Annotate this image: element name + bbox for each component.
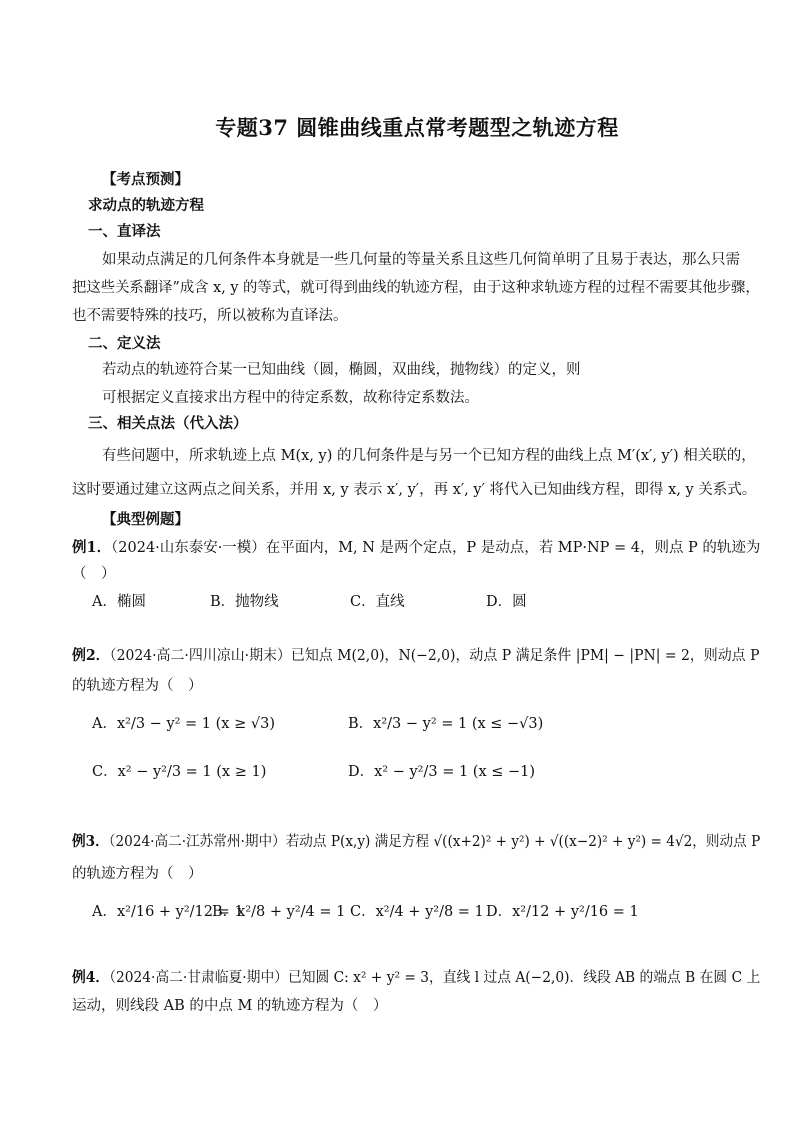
example3-stem: （2024·高二·江苏常州·期中）若动点 P(x,y) 满足方程 √((x+2)² + y²) + √((x−2)² + y²) = 4√2，则动点 P xyxy=(108,834,761,850)
method1-heading: 一、直译法 xyxy=(88,223,161,240)
example3-option-d: D．x²/12 + y²/16 = 1 xyxy=(486,904,639,920)
example3-line2: 的轨迹方程为（ ） xyxy=(72,866,203,882)
example1-line1 xyxy=(72,538,760,558)
example4-stem: （2024·高二·甘肃临夏·期中）已知圆 C: x² + y² = 3，直线 l 过点 A(−2,0)．线段 AB 的端点 B 在圆 C 上 xyxy=(109,970,761,986)
method2-heading: 二、定义法 xyxy=(88,335,161,352)
example2-option-c: C．x² − y²/3 = 1 (x ≥ 1) xyxy=(92,764,267,780)
example2-line1 xyxy=(72,646,759,666)
topic-heading: 求动点的轨迹方程 xyxy=(88,197,204,214)
section-heading-predict: 【考点预测】 xyxy=(102,171,189,188)
example2-label: 例2． xyxy=(72,647,110,664)
example1-label: 例1． xyxy=(72,539,112,556)
example1-option-d: D．圆 xyxy=(486,594,527,610)
example4-label: 例4． xyxy=(72,969,110,986)
example3-label: 例3． xyxy=(72,833,109,850)
example1-option-b: B．抛物线 xyxy=(210,594,279,610)
example3-line1 xyxy=(72,832,760,852)
method1-text-line3: 也不需要特殊的技巧，所以被称为直译法。 xyxy=(72,308,348,324)
example1-line2: （ ） xyxy=(72,566,116,582)
example2-line2: 的轨迹方程为（ ） xyxy=(72,678,203,694)
method3-text-line2: 这时要通过建立这两点之间关系，并用 x, y 表示 x′, y′，再 x′, y′ 将代入已知曲线方程，即得 x, y 关系式。 xyxy=(72,482,757,498)
example3-option-a: A．x²/16 + y²/12 = 1 xyxy=(92,904,244,920)
method2-text-line2: 可根据定义直接求出方程中的待定系数，故称待定系数法。 xyxy=(102,390,479,406)
example3-option-b: B．x²/8 + y²/4 = 1 xyxy=(212,904,346,920)
example2-option-a: A．x²/3 − y² = 1 (x ≥ √3) xyxy=(92,716,275,732)
example4-line2: 运动，则线段 AB 的中点 M 的轨迹方程为（ ） xyxy=(72,998,388,1014)
example2-option-b: B．x²/3 − y² = 1 (x ≤ −√3) xyxy=(348,716,544,732)
example2-stem: （2024·高二·四川凉山·期末）已知点 M(2,0)，N(−2,0)，动点 P 满足条件 |PM| − |PN| = 2，则动点 P xyxy=(109,648,760,664)
method1-text-line1: 如果动点满足的几何条件本身就是一些几何量的等量关系且这些几何简单明了且易于表达，那么只需 xyxy=(102,252,740,268)
example3-option-c: C．x²/4 + y²/8 = 1 xyxy=(350,904,484,920)
page-title: 专题37 圆锥曲线重点常考题型之轨迹方程 xyxy=(215,115,619,140)
section-heading-examples: 【典型例题】 xyxy=(102,511,189,528)
method3-heading: 三、相关点法（代入法） xyxy=(88,415,248,432)
example2-option-d: D．x² − y²/3 = 1 (x ≤ −1) xyxy=(348,764,536,780)
example4-line1 xyxy=(72,968,760,988)
method3-text-line1: 有些问题中，所求轨迹上点 M(x, y) 的几何条件是与另一个已知方程的曲线上点 M′(x′, y′) 相关联的， xyxy=(102,448,756,464)
method1-text-line2: 把这些关系翻译”成含 x, y 的等式，就可得到曲线的轨迹方程，由于这种求轨迹方程的过程不需要其他步骤， xyxy=(72,280,760,296)
example1-option-a: A．椭圆 xyxy=(92,594,146,610)
example1-stem: （2024·山东泰安·一模）在平面内，M, N 是两个定点，P 是动点，若 MP·NP = 4，则点 P 的轨迹为 xyxy=(111,540,761,556)
example1-option-c: C．直线 xyxy=(350,594,405,610)
method2-text-line1: 若动点的轨迹符合某一已知曲线（圆，椭圆，双曲线，抛物线）的定义，则 xyxy=(102,362,581,378)
